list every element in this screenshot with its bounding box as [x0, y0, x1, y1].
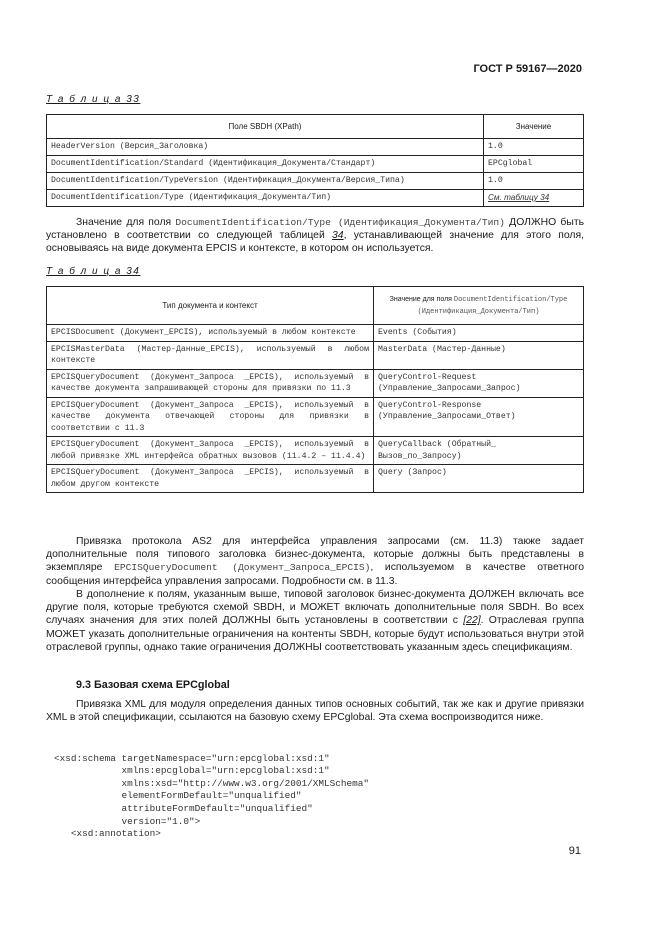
table-ref-link[interactable]: 34: [332, 230, 344, 242]
table-34-header-doc-type: Тип документа и контекст: [47, 287, 374, 325]
table-cell: EPCISQueryDocument (Документ_Запроса _EPCIS), используемый в любом другом контексте: [47, 465, 374, 493]
table-row: [47, 156, 584, 173]
table-34-caption: Т а б л и ц а 34: [46, 266, 141, 277]
code-line: version="1.0">: [54, 815, 201, 827]
code-line: <xsd:annotation>: [54, 828, 161, 840]
table-row: [47, 139, 584, 156]
code-line: xmlns:xsd="http://www.w3.org/2001/XMLSchema": [54, 777, 370, 789]
inline-code: EPCISQueryDocument (Документ_Запроса_EPCIS): [114, 562, 371, 574]
table-cell: EPCISDocument (Документ_EPCIS), используемый в любом контексте: [47, 325, 374, 342]
table-34-link[interactable]: См. таблицу 34: [488, 193, 550, 202]
table-33-caption: Т а б л и ц а 33: [46, 94, 141, 105]
page-number: 91: [568, 845, 581, 857]
table-cell: DocumentIdentification/Type (Идентификация_Документа/Тип): [47, 190, 484, 207]
table-cell: QueryCallback (Обратный_ Вызов_по_Запросу): [374, 437, 584, 465]
code-line: <xsd:schema targetNamespace="urn:epcglobal:xsd:1": [54, 752, 330, 764]
code-line: attributeFormDefault="unqualified": [54, 802, 313, 814]
table-row: [47, 325, 584, 342]
table-row: [47, 369, 584, 397]
header-code: DocumentIdentification/Type (Идентификация_Документа/Тип): [417, 295, 568, 316]
table-34-link-cell[interactable]: [484, 190, 584, 207]
table-cell: EPCISQueryDocument (Документ_Запроса _EPCIS), используемый в любой привязке XML интерфейса обратных вызовов (11.4.2 – 11.4.4): [47, 437, 374, 465]
paragraph-text: Привязка протокола AS2 для интерфейса управления запросами (см. 11.3) также задает дополнительные поля типового заголовка бизнес-документа, которые должны быть представлены в экземпляре: [46, 536, 584, 574]
paragraph-text: , устанавливающей значение для этого поля, основываясь на виде документа EPCIS и контексте, в котором он используется.: [46, 230, 585, 255]
paragraph-sbdh-fields: [46, 588, 584, 654]
table-34-header-value: [374, 287, 584, 325]
paragraph-text: Значение для поля: [76, 217, 176, 228]
table-cell: QueryControl-Response (Управление_Запросами_Ответ): [374, 397, 584, 437]
table-cell: HeaderVersion (Версия_Заголовка): [47, 139, 484, 156]
table-33-header-value: Значение: [484, 115, 584, 139]
table-row: [47, 397, 584, 437]
table-cell: DocumentIdentification/Standard (Идентификация_Документа/Стандарт): [47, 156, 484, 173]
table-cell: EPCISQueryDocument (Документ_Запроса _EPCIS), используемый в качестве документа запрашивающей стороны для привязки по 11.3: [47, 369, 374, 397]
table-cell: EPCISMasterData (Мастер-Данные_EPCIS), используемый в любом контексте: [47, 341, 374, 369]
table-34: [46, 286, 584, 493]
paragraph-base-schema: Привязка XML для модуля определения данных типов основных событий, так же как и другие привязки XML в этой спецификации, ссылаются на базовую схему EPCglobal. Эта схема воспроизводится ниже.: [46, 699, 584, 724]
paragraph-text: В дополнение к полям, указанным выше, типовой заголовок бизнес-документа ДОЛЖЕН включать все другие поля, которые требуются схемой SBDH, и МОЖЕТ включать дополнительные поля SBDH. Во всех случаях значения для этих полей ДОЛЖНЫ быть установлены в соответствии с: [46, 589, 584, 627]
code-line: xmlns:epcglobal="urn:epcglobal:xsd:1": [54, 765, 330, 777]
table-row: [47, 341, 584, 369]
code-block: [54, 740, 369, 853]
paragraph-text: ДОЛЖНО быть установлено в соответствии со следующей таблицей: [46, 217, 584, 242]
table-cell: 1.0: [484, 139, 584, 156]
table-cell: DocumentIdentification/TypeVersion (Идентификация_Документа/Версия_Типа): [47, 173, 484, 190]
bibliography-ref-link[interactable]: [22]: [463, 615, 481, 627]
table-row: [47, 465, 584, 493]
table-row: [47, 190, 584, 207]
inline-code: DocumentIdentification/Type (Идентификация_Документа/Тип): [175, 217, 505, 228]
table-cell: 1.0: [484, 173, 584, 190]
table-cell: Query (Запрос): [374, 465, 584, 493]
table-cell: MasterData (Мастер-Данные): [374, 341, 584, 369]
paragraph-type-field: [46, 216, 584, 256]
table-cell: EPCISQueryDocument (Документ_Запроса _EPCIS), используемый в качестве документа отвечающей стороны для привязки в соответствии с 11.3: [47, 397, 374, 437]
table-cell: Events (События): [374, 325, 584, 342]
header-text: Значение для поля: [389, 295, 454, 303]
table-33-header-field: Поле SBDH (XPath): [47, 115, 484, 139]
table-33: [46, 114, 584, 207]
section-heading: 9.3 Базовая схема EPCglobal: [76, 679, 230, 691]
table-cell: EPCglobal: [484, 156, 584, 173]
code-line: elementFormDefault="unqualified": [54, 790, 302, 802]
table-row: [47, 437, 584, 465]
paragraph-as2-binding: [46, 535, 584, 588]
table-row: [47, 173, 584, 190]
paragraph-text: , используемом в качестве ответного сообщения интерфейса управления запросами. Подробности см. в 11.3.: [46, 562, 585, 587]
paragraph-text: . Отраслевая группа МОЖЕТ указать дополнительные ограничения на контенты SBDH, которые будут использоваться внутри этой отраслевой группы, однако такие ограничения ДОЛЖНЫ соответствовать указанным здесь спецификациям.: [46, 615, 584, 653]
table-cell: QueryControl-Request (Управление_Запросами_Запрос): [374, 369, 584, 397]
document-header-id: ГОСТ Р 59167—2020: [473, 63, 582, 75]
